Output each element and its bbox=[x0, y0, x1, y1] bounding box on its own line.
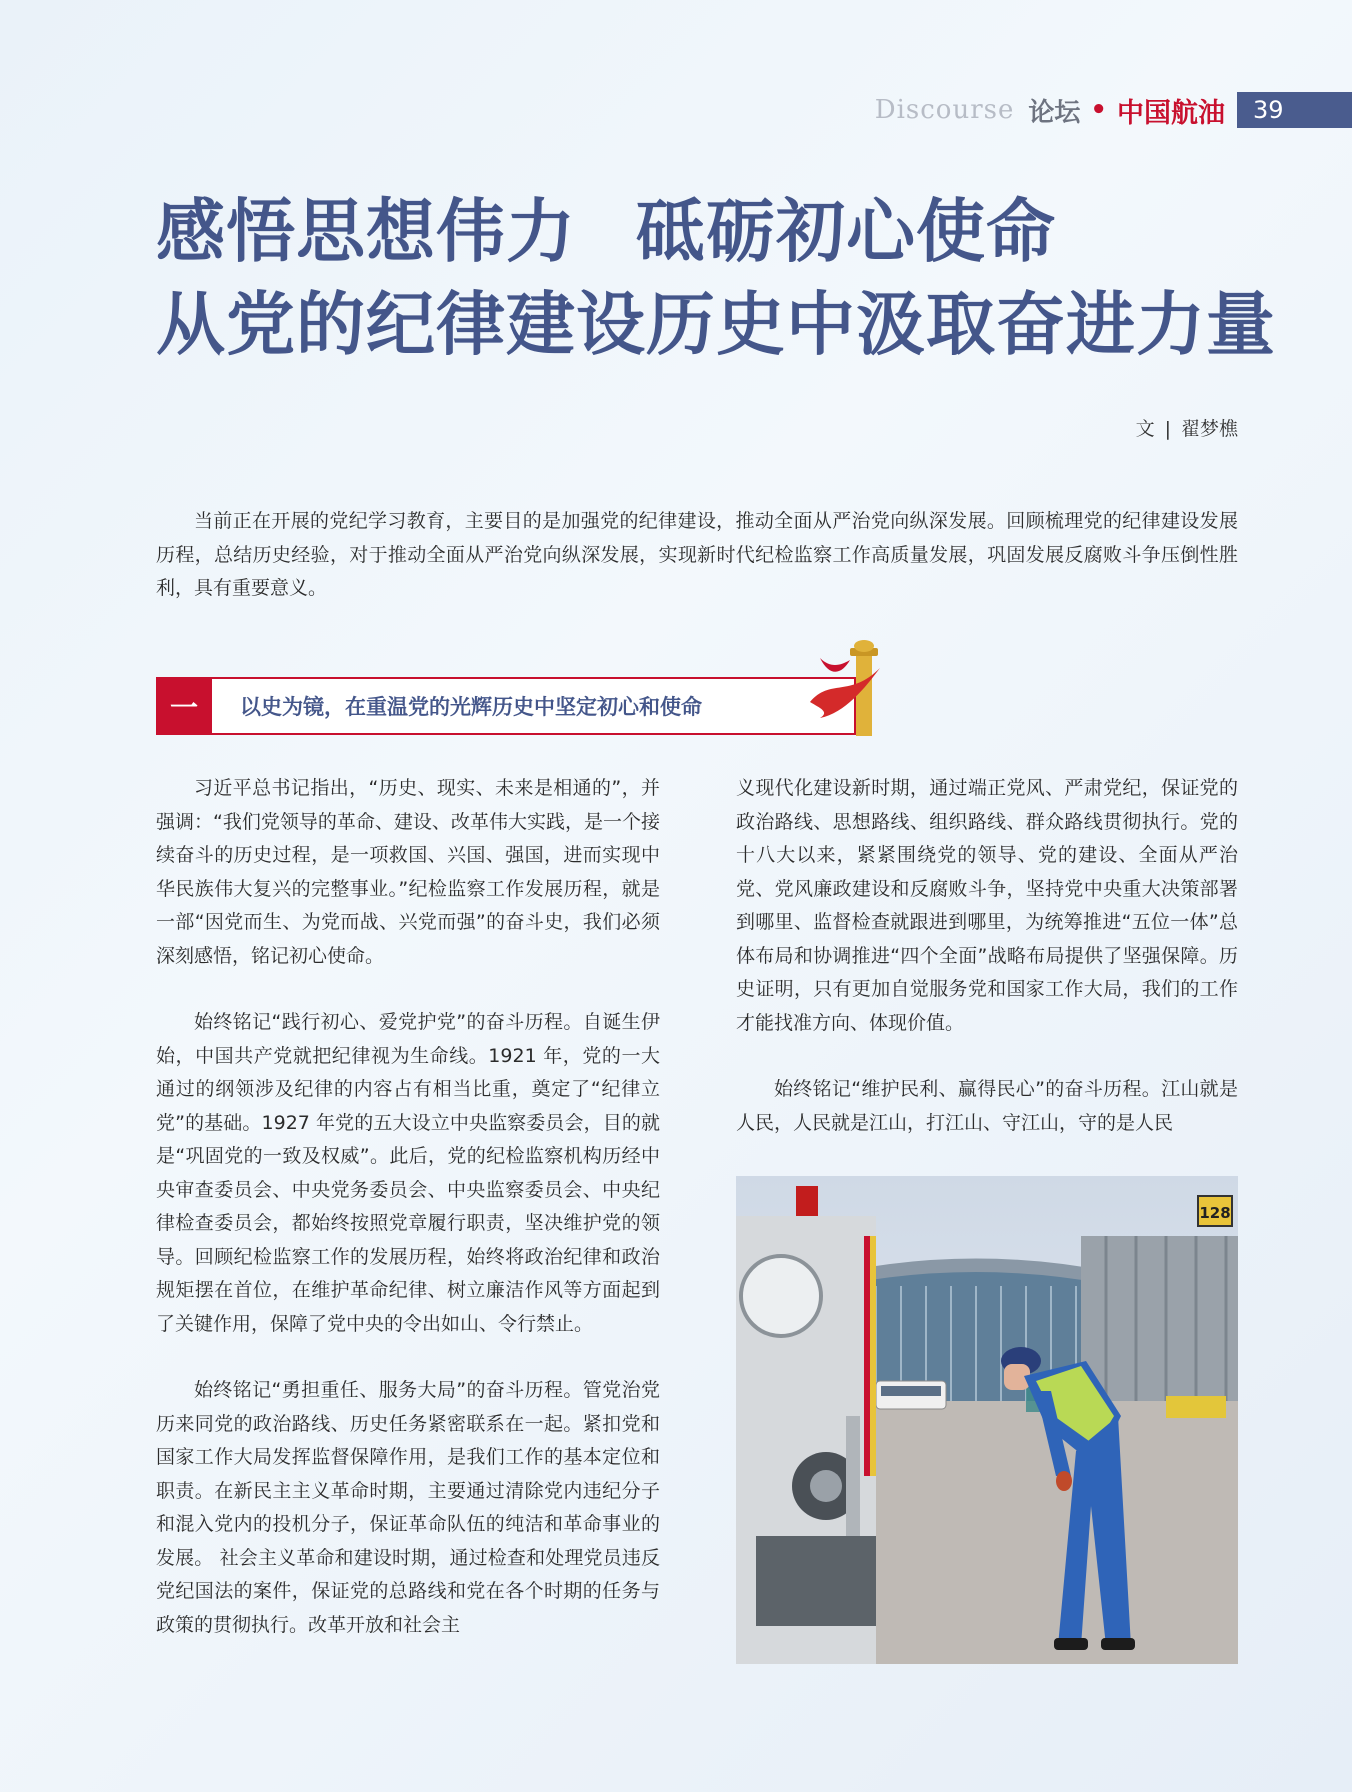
intro-paragraph: 当前正在开展的党纪学习教育，主要目的是加强党的纪律建设，推动全面从严治党向纵深发展。回顾梳理党的纪律建设发展历程，总结历史经验，对于推动全面从严治党向纵深发展，实现新时代纪检监察工作高质量发展，巩固发展反腐败斗争压倒性胜利，具有重要意义。 bbox=[156, 510, 1238, 599]
running-head bbox=[875, 91, 1352, 129]
section-number: 一 bbox=[156, 677, 212, 735]
section-title: 以史为镜，在重温党的光辉历史中坚定初心和使命 bbox=[240, 695, 702, 719]
header-dot: • bbox=[1090, 95, 1107, 125]
article-title bbox=[156, 186, 1276, 372]
title-line-1-part-1: 感悟思想伟力 bbox=[156, 192, 576, 272]
header-brand: 中国航油 bbox=[1117, 97, 1225, 129]
left-paragraph-2: 始终铭记“践行初心、爱党护党”的奋斗历程。自诞生伊始，中国共产党就把纪律视为生命线。1921 年，党的一大通过的纲领涉及纪律的内容占有相当比重，奠定了“纪律立党”的基础。1927 年党的五大设立中央监察委员会，目的就是“巩固党的一致及权威”。此后，党的纪检监察机构历经中央审查委员会、中央党务委员会、中央监察委员会、中央纪律检查委员会，都始终按照党章履行职责，坚决维护党的领导。回顾纪检监察工作的发展历程，始终将政治纪律和政治规矩摆在首位，在维护革命纪律、树立廉洁作风等方面起到了关键作用，保障了党中央的令出如山、令行禁止。 bbox=[156, 1011, 660, 1335]
left-paragraph-3: 始终铭记“勇担重任、服务大局”的奋斗历程。管党治党历来同党的政治路线、历史任务紧密联系在一起。紧扣党和国家工作大局发挥监督保障作用，是我们工作的基本定位和职责。在新民主主义革命时期，主要通过清除党内违纪分子和混入党内的投机分子，保证革命队伍的纯洁和革命事业的发展。 社会主义革命和建设时期，通过检查和处理党员违反党纪国法的案件，保证党的总路线和党在各个时期的任务与政策的贯彻执行。改革开放和社会主 bbox=[156, 1379, 660, 1636]
header-discourse: Discourse bbox=[874, 95, 1015, 125]
byline-author: 翟梦樵 bbox=[1180, 418, 1238, 440]
byline-separator: | bbox=[1164, 418, 1171, 440]
title-line-1 bbox=[156, 186, 1276, 279]
section-heading bbox=[156, 677, 856, 735]
left-paragraph-1: 习近平总书记指出，“历史、现实、未来是相通的”，并强调：“我们党领导的革命、建设、改革伟大实践，是一个接续奋斗的历史过程，是一项救国、兴国、强国，进而实现中华民族伟大复兴的完整事业。”纪检监察工作发展历程，就是一部“因党而生、为党而战、兴党而强”的奋斗史，我们必须深刻感悟，铭记初心使命。 bbox=[156, 777, 660, 967]
page-number: 39 bbox=[1237, 92, 1352, 128]
byline-prefix: 文 bbox=[1135, 418, 1155, 440]
title-line-2: 从党的纪律建设历史中汲取奋进力量 bbox=[156, 285, 1276, 365]
byline bbox=[1136, 414, 1238, 441]
left-column bbox=[156, 772, 660, 1642]
right-paragraph-2: 始终铭记“维护民利、赢得民心”的奋斗历程。江山就是人民，人民就是江山，打江山、守江山，守的是人民 bbox=[736, 1078, 1238, 1134]
huabiao-ornament-icon bbox=[790, 638, 900, 738]
title-line-1-part-2: 砥砺初心使命 bbox=[636, 192, 1056, 272]
right-paragraph-1: 义现代化建设新时期，通过端正党风、严肃党纪，保证党的政治路线、思想路线、组织路线、群众路线贯彻执行。党的十八大以来，紧紧围绕党的领导、党的建设、全面从严治党、党风廉政建设和反腐败斗争，坚持党中央重大决策部署到哪里、监督检查就跟进到哪里，为统筹推进“五位一体”总体布局和协调推进“四个全面”战略布局提供了坚强保障。历史证明，只有更加自觉服务党和国家工作大局，我们的工作才能找准方向、体现价值。 bbox=[736, 777, 1238, 1034]
refueling-worker-photo bbox=[736, 1176, 1238, 1664]
right-column bbox=[736, 772, 1238, 1140]
header-section: 论坛 bbox=[1028, 97, 1081, 128]
gate-number: 128 bbox=[1199, 1204, 1231, 1222]
